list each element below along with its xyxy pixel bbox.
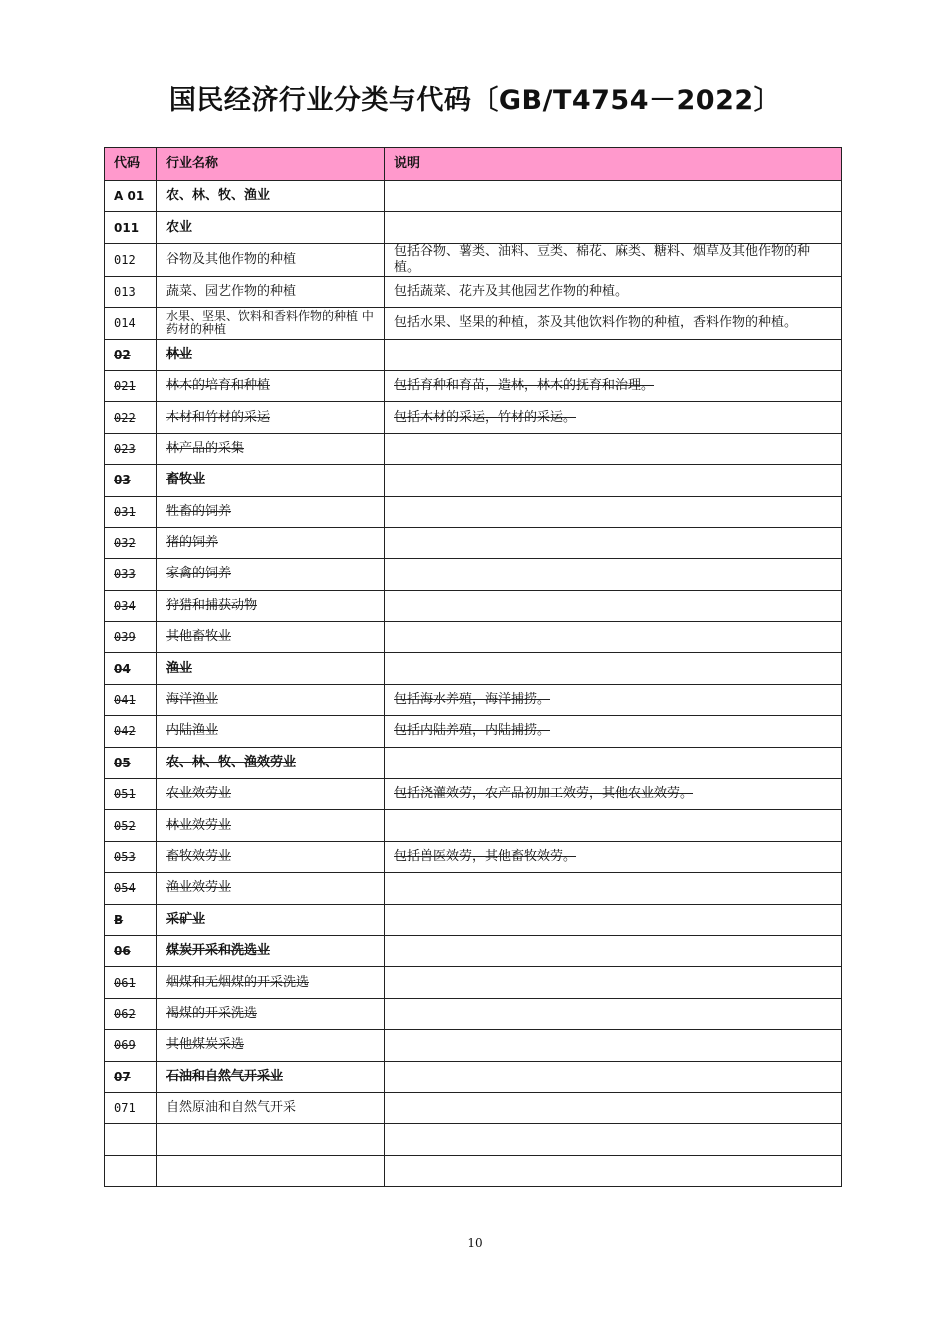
row-desc bbox=[385, 998, 842, 1029]
row-desc bbox=[385, 935, 842, 966]
table-row bbox=[105, 212, 842, 243]
row-desc: 包括浇灌效劳，农产品初加工效劳，其他农业效劳。 bbox=[385, 779, 842, 810]
row-desc bbox=[385, 559, 842, 590]
row-desc bbox=[385, 653, 842, 684]
row-code: 021 bbox=[105, 370, 157, 401]
row-code: 06 bbox=[105, 935, 157, 966]
row-desc bbox=[385, 1124, 842, 1155]
row-name: 林木的培育和种植 bbox=[157, 370, 385, 401]
row-name bbox=[157, 1124, 385, 1155]
table-row bbox=[105, 1061, 842, 1092]
row-code: 032 bbox=[105, 527, 157, 558]
row-code: 071 bbox=[105, 1092, 157, 1123]
table-row bbox=[105, 684, 842, 715]
row-name: 木材和竹材的采运 bbox=[157, 402, 385, 433]
row-desc bbox=[385, 904, 842, 935]
row-code: 051 bbox=[105, 779, 157, 810]
table-row bbox=[105, 370, 842, 401]
row-code: 042 bbox=[105, 716, 157, 747]
table-row bbox=[105, 622, 842, 653]
table-row bbox=[105, 339, 842, 370]
row-code: 033 bbox=[105, 559, 157, 590]
row-desc bbox=[385, 622, 842, 653]
row-desc bbox=[385, 339, 842, 370]
row-code: 014 bbox=[105, 308, 157, 339]
row-name: 林业效劳业 bbox=[157, 810, 385, 841]
row-desc bbox=[385, 810, 842, 841]
table-row bbox=[105, 653, 842, 684]
row-name: 其他煤炭采选 bbox=[157, 1030, 385, 1061]
row-code: 013 bbox=[105, 276, 157, 307]
row-name: 其他畜牧业 bbox=[157, 622, 385, 653]
row-desc bbox=[385, 433, 842, 464]
row-code: 069 bbox=[105, 1030, 157, 1061]
row-name: 渔业 bbox=[157, 653, 385, 684]
row-desc bbox=[385, 181, 842, 212]
row-code: B bbox=[105, 904, 157, 935]
row-desc: 包括海水养殖，海洋捕捞。 bbox=[385, 684, 842, 715]
row-desc bbox=[385, 496, 842, 527]
row-name bbox=[157, 1155, 385, 1186]
row-name: 农、林、牧、渔业 bbox=[157, 181, 385, 212]
row-name: 狩猎和捕获动物 bbox=[157, 590, 385, 621]
industry-classification-table bbox=[104, 147, 842, 1187]
row-code: 053 bbox=[105, 841, 157, 872]
row-name: 猪的饲养 bbox=[157, 527, 385, 558]
table-row bbox=[105, 527, 842, 558]
row-code: 07 bbox=[105, 1061, 157, 1092]
row-desc: 包括兽医效劳，其他畜牧效劳。 bbox=[385, 841, 842, 872]
row-code: 022 bbox=[105, 402, 157, 433]
row-code: 05 bbox=[105, 747, 157, 778]
row-code: 039 bbox=[105, 622, 157, 653]
row-desc bbox=[385, 1092, 842, 1123]
page-number: 10 bbox=[467, 1236, 483, 1250]
row-name: 林业 bbox=[157, 339, 385, 370]
row-code: 062 bbox=[105, 998, 157, 1029]
row-code: 034 bbox=[105, 590, 157, 621]
table-row bbox=[105, 1092, 842, 1123]
row-code: 054 bbox=[105, 873, 157, 904]
row-desc: 包括谷物、薯类、油料、豆类、棉花、麻类、糖料、烟草及其他作物的种植。 bbox=[385, 243, 842, 276]
row-code: 041 bbox=[105, 684, 157, 715]
row-code: 052 bbox=[105, 810, 157, 841]
row-code: 061 bbox=[105, 967, 157, 998]
row-code: 02 bbox=[105, 339, 157, 370]
row-code: 03 bbox=[105, 465, 157, 496]
table-row bbox=[105, 433, 842, 464]
row-desc bbox=[385, 967, 842, 998]
row-desc bbox=[385, 747, 842, 778]
table-row bbox=[105, 873, 842, 904]
row-code: A 01 bbox=[105, 181, 157, 212]
row-desc: 包括蔬菜、花卉及其他园艺作物的种植。 bbox=[385, 276, 842, 307]
row-name: 海洋渔业 bbox=[157, 684, 385, 715]
table-row bbox=[105, 308, 842, 339]
table-row bbox=[105, 276, 842, 307]
header-desc: 说明 bbox=[385, 148, 842, 181]
table-row bbox=[105, 559, 842, 590]
table-row bbox=[105, 1155, 842, 1186]
table-row bbox=[105, 935, 842, 966]
row-desc bbox=[385, 1061, 842, 1092]
table-row bbox=[105, 496, 842, 527]
table-row bbox=[105, 779, 842, 810]
row-desc bbox=[385, 1155, 842, 1186]
row-desc bbox=[385, 590, 842, 621]
table-header-row bbox=[105, 148, 842, 181]
row-code: 011 bbox=[105, 212, 157, 243]
row-name: 牲畜的饲养 bbox=[157, 496, 385, 527]
row-name: 家禽的饲养 bbox=[157, 559, 385, 590]
row-desc bbox=[385, 465, 842, 496]
row-name: 谷物及其他作物的种植 bbox=[157, 243, 385, 276]
row-name: 农业效劳业 bbox=[157, 779, 385, 810]
row-desc: 包括木材的采运，竹材的采运。 bbox=[385, 402, 842, 433]
table-row bbox=[105, 1124, 842, 1155]
row-code bbox=[105, 1155, 157, 1186]
row-desc: 包括育种和育苗，造林，林木的抚育和治理。 bbox=[385, 370, 842, 401]
row-code: 023 bbox=[105, 433, 157, 464]
table-row bbox=[105, 747, 842, 778]
table-row bbox=[105, 1030, 842, 1061]
row-name: 畜牧效劳业 bbox=[157, 841, 385, 872]
header-name: 行业名称 bbox=[157, 148, 385, 181]
row-name: 采矿业 bbox=[157, 904, 385, 935]
page-title: 国民经济行业分类与代码〔GB/T4754－2022〕 bbox=[168, 85, 782, 116]
row-name: 渔业效劳业 bbox=[157, 873, 385, 904]
row-desc bbox=[385, 873, 842, 904]
row-name: 自然原油和自然气开采 bbox=[157, 1092, 385, 1123]
table-row bbox=[105, 716, 842, 747]
row-name: 蔬菜、园艺作物的种植 bbox=[157, 276, 385, 307]
row-name: 水果、坚果、饮料和香料作物的种植 中药材的种植 bbox=[157, 308, 385, 339]
row-desc: 包括内陆养殖，内陆捕捞。 bbox=[385, 716, 842, 747]
row-name: 煤炭开采和洗选业 bbox=[157, 935, 385, 966]
row-code bbox=[105, 1124, 157, 1155]
table-row bbox=[105, 465, 842, 496]
row-name: 内陆渔业 bbox=[157, 716, 385, 747]
row-code: 012 bbox=[105, 243, 157, 276]
row-code: 031 bbox=[105, 496, 157, 527]
row-code: 04 bbox=[105, 653, 157, 684]
row-name: 烟煤和无烟煤的开采洗选 bbox=[157, 967, 385, 998]
table-row bbox=[105, 967, 842, 998]
row-name: 畜牧业 bbox=[157, 465, 385, 496]
row-name: 褐煤的开采洗选 bbox=[157, 998, 385, 1029]
table-row bbox=[105, 904, 842, 935]
row-name: 农、林、牧、渔效劳业 bbox=[157, 747, 385, 778]
table-row bbox=[105, 810, 842, 841]
table-row bbox=[105, 181, 842, 212]
header-code: 代码 bbox=[105, 148, 157, 181]
row-desc: 包括水果、坚果的种植，茶及其他饮料作物的种植，香料作物的种植。 bbox=[385, 308, 842, 339]
row-name: 石油和自然气开采业 bbox=[157, 1061, 385, 1092]
table-row bbox=[105, 841, 842, 872]
table-row bbox=[105, 998, 842, 1029]
table-row bbox=[105, 590, 842, 621]
row-name: 农业 bbox=[157, 212, 385, 243]
row-desc bbox=[385, 212, 842, 243]
table-row bbox=[105, 402, 842, 433]
row-desc bbox=[385, 527, 842, 558]
table-row bbox=[105, 243, 842, 276]
row-name: 林产品的采集 bbox=[157, 433, 385, 464]
row-desc bbox=[385, 1030, 842, 1061]
